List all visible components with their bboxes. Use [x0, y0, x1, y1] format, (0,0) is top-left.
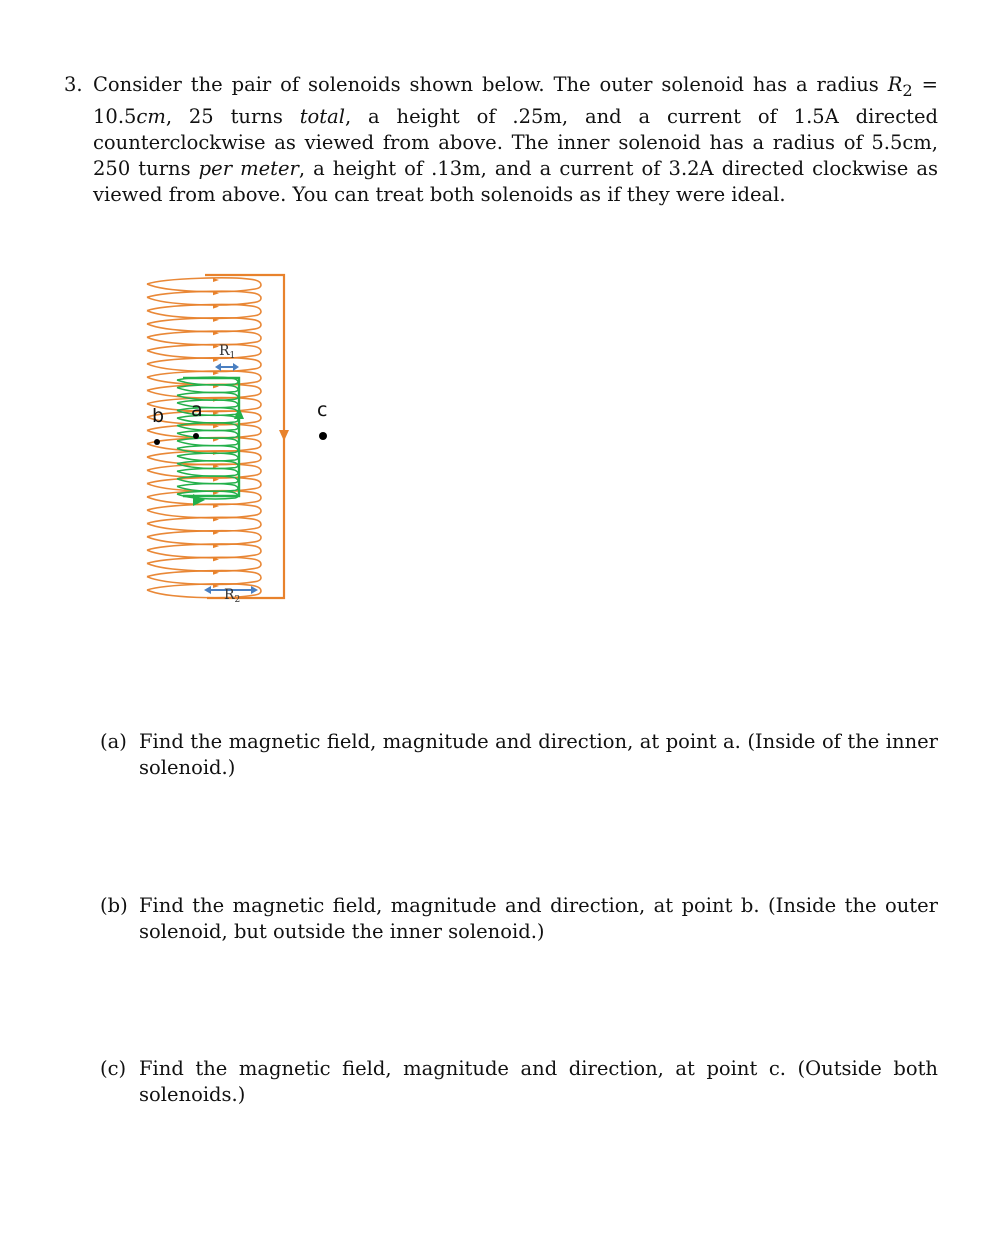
r1-arrow — [215, 363, 239, 371]
outer-coil-turn — [147, 571, 261, 585]
solenoid-diagram — [135, 262, 355, 612]
inner-coil-turn — [177, 385, 238, 393]
outer-coil-turn — [147, 384, 261, 398]
part-c — [100, 1056, 938, 1108]
point-a-label: a — [191, 399, 203, 421]
outer-coil-turn — [147, 531, 261, 545]
r1-label: $R_1$ — [219, 343, 236, 361]
solenoid-figure — [135, 262, 355, 612]
inner-coil-turn — [177, 453, 238, 461]
problem-number: 3. — [64, 73, 83, 96]
inner-coil-turn — [177, 468, 238, 476]
outer-coil-turn — [147, 344, 261, 358]
inner-coil-turn — [177, 415, 238, 423]
part-c-text: Find the magnetic field, magnitude and direction, at point c. (Outside both solenoids.) — [139, 1057, 938, 1106]
part-c-label: (c) — [100, 1057, 127, 1080]
point-c — [319, 432, 327, 440]
part-b-text: Find the magnetic field, magnitude and direction, at point b. (Inside the outer solenoid, but outside the inner solenoid.) — [139, 894, 938, 943]
point-c-label: c — [317, 399, 328, 421]
part-a — [100, 729, 938, 781]
point-b — [154, 439, 160, 445]
inner-coil-turn — [177, 400, 238, 408]
outer-coil-turn — [147, 278, 261, 292]
point-a — [193, 433, 199, 439]
part-a-label: (a) — [100, 730, 127, 753]
outer-coil-turn — [147, 331, 261, 345]
outer-coil-turn — [147, 358, 261, 372]
part-b-label: (b) — [100, 894, 128, 917]
outer-coil-turn — [147, 318, 261, 332]
point-b-label: b — [152, 405, 165, 427]
outer-coil-turn — [147, 544, 261, 558]
outer-coil-turn — [147, 517, 261, 531]
part-a-text: Find the magnetic field, magnitude and direction, at point a. (Inside of the inner solenoid.) — [139, 730, 938, 779]
outer-coil-turn — [147, 305, 261, 319]
r2-label: $R_2$ — [224, 587, 241, 605]
inner-current-arrow-up — [234, 407, 244, 419]
outer-coil-turn — [147, 557, 261, 571]
problem-statement: Consider the pair of solenoids shown below. The outer solenoid has a radius $R_2 = 10.5cm$, 25 turns total, a height of .25m, and a current of 1.5A directed counterclockwise as viewed from above. The inner solenoid has a radius of 5.5cm, 250 turns per meter, a height of .13m, and a current of 3.2A directed clockwise as viewed from above. You can treat both solenoids as if they were ideal. — [93, 73, 938, 206]
problem-3 — [64, 72, 938, 208]
outer-current-arrow — [279, 430, 289, 441]
outer-coil-turn — [147, 291, 261, 305]
outer-coil-turn — [147, 438, 261, 452]
part-b — [100, 893, 938, 945]
inner-coil-turn — [177, 438, 238, 446]
outer-coil-turn — [147, 504, 261, 518]
outer-coil-turn — [147, 491, 261, 505]
